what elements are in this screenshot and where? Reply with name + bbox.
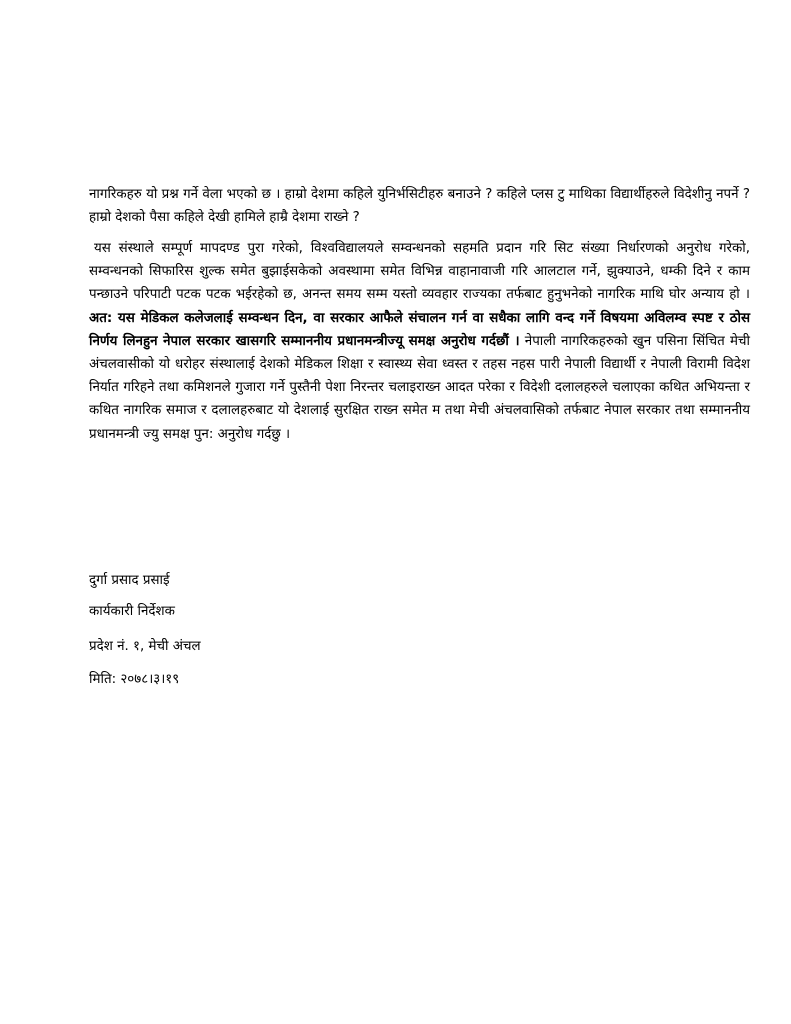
appeal-text-intro: यस संस्थाले सम्पूर्ण मापदण्ड पुरा गरेको, विश्वविद्यालयले सम्वन्धनको सहमति प्रदान गरि सिट संख्या निर्धारणको अनुरोध गरेको, सम्वन्धनको सिफारिस शुल्क समेत बुझाईसकेको अवस्थामा समेत विभिन्न वाहानावाजी गरि आलटाल गर्ने, झुक्याउने, धम्की दिने र काम पन्छाउने परिपाटी पटक पटक भईरहेको छ, अनन्त समय सम्म यस्तो व्यवहार राज्यका तर्फबाट हुनुभनेको नागरिक माथि घोर अन्याय हो । [89,241,750,303]
signatory-name: दुर्गा प्रसाद प्रसाई [89,573,170,588]
paragraph-questions: नागरिकहरु यो प्रश्न गर्ने वेला भएको छ । हाम्रो देशमा कहिले युनिर्भसिटीहरु बनाउने ? कहिले प्लस टु माथिका विद्यार्थीहरुले विदेशीनु नपर्ने ? हाम्रो देशको पैसा कहिले देखी हामिले हाम्रै देशमा राख्ने ? [89,187,750,226]
signatory-title: कार्यकारी निर्देशक [89,604,175,619]
appeal-text-closing: नेपाली नागरिकहरुको खुन पसिना सिंचित मेची अंचलवासीको यो धरोहर संस्थालाई देशको मेडिकल शिक्षा र स्वास्थ्य सेवा ध्वस्त र तहस नहस पारी नेपाली विद्यार्थी र नेपाली विरामी विदेश निर्यात गरिहने तथा कमिशनले गुजारा गर्ने पुस्तैनी पेशा निरन्तर चलाइराख्न आदत परेका र विदेशी दलालहरुले चलाएका कथित अभियन्ता र कथित नागरिक समाज र दलालहरुबाट यो देशलाई सुरक्षित राख्न समेत म तथा मेची अंचलवासिको तर्फबाट नेपाल सरकार तथा सम्माननीय प्रधानमन्त्री ज्यु समक्ष पुन: अनुरोध गर्दछु । [89,333,750,442]
appeal-text-request: अत: यस मेडिकल कलेजलाई सम्वन्धन दिन, वा सरकार आफैले संचालन गर्न वा सधैका लागि वन्द गर्ने विषयमा अविलम्व स्पष्ट र ठोस निर्णय लिनहुन नेपाल सरकार खासगरि सम्माननीय प्रधानमन्त्रीज्यू समक्ष अनुरोध गर्दछौं । [89,310,750,349]
letter-date: मिति: २०७८।३।१९ [89,672,180,687]
signatory-address: प्रदेश नं. १, मेची अंचल [89,639,201,654]
paragraph-appeal [89,237,750,446]
